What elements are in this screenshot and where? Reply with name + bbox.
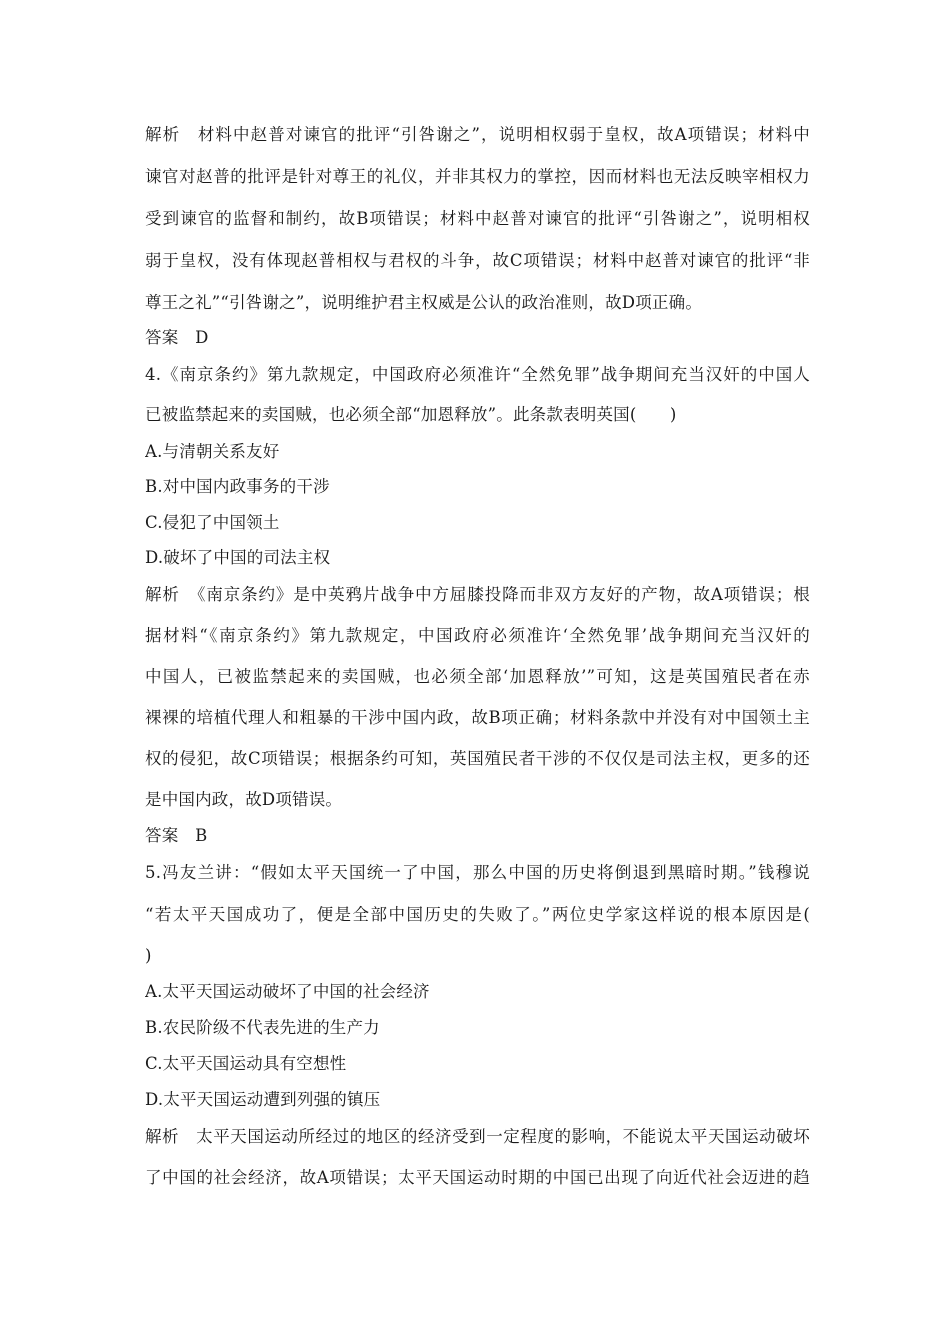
q4-stem-line-2: 已被监禁起来的卖国贼，也必须全部“加恩释放”。此条款表明英国( ) (145, 405, 677, 424)
q4-answer: 答案 B (145, 826, 208, 845)
q3-analysis-line-3: 受到谏官的监督和制约，故B项错误；材料中赵普对谏官的批评“引咎谢之”，说明相权 (145, 209, 810, 228)
q5-stem-line-1: 5.冯友兰讲：“假如太平天国统一了中国，那么中国的历史将倒退到黑暗时期。”钱穆说 (145, 863, 810, 882)
q5-analysis-line-2: 了中国的社会经济，故A项错误；太平天国运动时期的中国已出现了向近代社会迈进的趋 (145, 1168, 810, 1187)
q4-analysis-line-5: 权的侵犯，故C项错误；根据条约可知，英国殖民者干涉的不仅仅是司法主权，更多的还 (145, 749, 810, 768)
q5-option-d: D.太平天国运动遭到列强的镇压 (145, 1090, 381, 1109)
q3-analysis-line-2: 谏官对赵普的批评是针对尊王的礼仪，并非其权力的掌控，因而材料也无法反映宰相权力 (145, 167, 810, 186)
q5-stem-line-2: “若太平天国成功了，便是全部中国历史的失败了。”两位史学家这样说的根本原因是( (145, 905, 810, 924)
q5-option-b: B.农民阶级不代表先进的生产力 (145, 1018, 380, 1037)
q4-analysis-line-1: 解析 《南京条约》是中英鸦片战争中方屈膝投降而非双方友好的产物，故A项错误；根 (145, 585, 810, 604)
q4-option-d: D.破坏了中国的司法主权 (145, 548, 331, 567)
q3-analysis-line-5: 尊王之礼”“引咎谢之”，说明维护君主权威是公认的政治准则，故D项正确。 (145, 293, 703, 312)
q5-stem-line-3: ) (145, 946, 152, 965)
q5-option-c: C.太平天国运动具有空想性 (145, 1054, 347, 1073)
q3-answer: 答案 D (145, 328, 209, 347)
q3-analysis-line-4: 弱于皇权，没有体现赵普相权与君权的斗争，故C项错误；材料中赵普对谏官的批评“非 (145, 251, 810, 270)
q3-analysis-line-1: 解析 材料中赵普对谏官的批评“引咎谢之”，说明相权弱于皇权，故A项错误；材料中 (145, 125, 810, 144)
q4-option-c: C.侵犯了中国领土 (145, 513, 280, 532)
q4-option-a: A.与清朝关系友好 (145, 442, 280, 461)
q4-option-b: B.对中国内政事务的干涉 (145, 477, 330, 496)
q4-analysis-line-6: 是中国内政，故D项错误。 (145, 790, 343, 809)
q5-analysis-line-1: 解析 太平天国运动所经过的地区的经济受到一定程度的影响，不能说太平天国运动破坏 (145, 1127, 810, 1146)
q4-analysis-line-3: 中国人，已被监禁起来的卖国贼，也必须全部‘加恩释放’”可知，这是英国殖民者在赤 (145, 667, 810, 686)
q4-analysis-line-4: 裸裸的培植代理人和粗暴的干涉中国内政，故B项正确；材料条款中并没有对中国领土主 (145, 708, 810, 727)
q4-stem-line-1: 4.《南京条约》第九款规定，中国政府必须准许“全然免罪”战争期间充当汉奸的中国人 (145, 365, 810, 384)
q5-option-a: A.太平天国运动破坏了中国的社会经济 (145, 982, 430, 1001)
q4-analysis-line-2: 据材料“《南京条约》第九款规定，中国政府必须准许‘全然免罪’战争期间充当汉奸的 (145, 626, 810, 645)
